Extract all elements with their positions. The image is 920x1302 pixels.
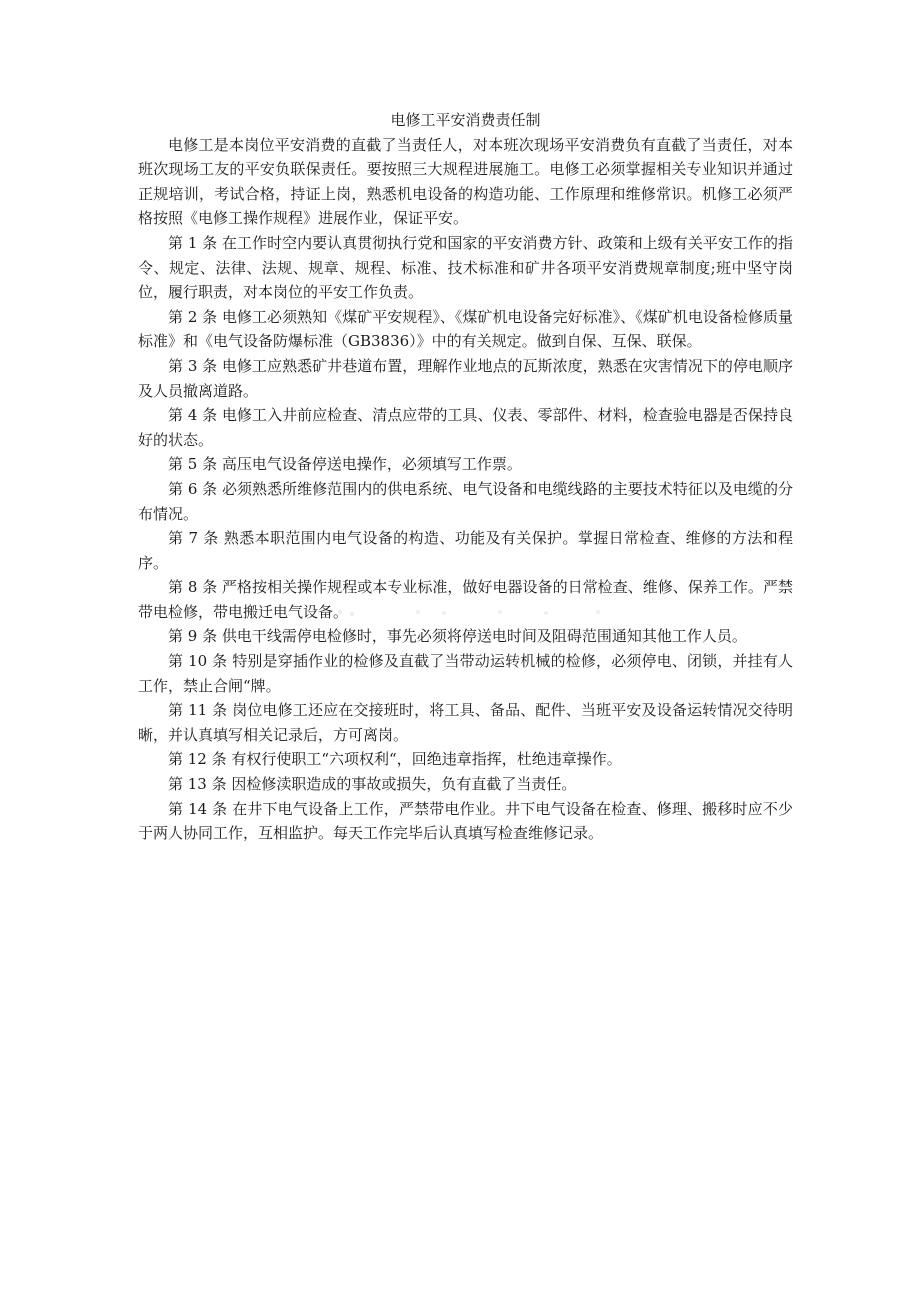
document-page (138, 108, 793, 846)
article-7: 第 7 条 熟悉本职范围内电气设备的构造、功能及有关保护。掌握日常检查、维修的方法和程序。 (138, 529, 793, 572)
article-5: 第 5 条 高压电气设备停送电操作，必须填写工作票。 (168, 455, 522, 474)
article-6: 第 6 条 必须熟悉所维修范围内的供电系统、电气设备和电缆线路的主要技术特征以及电缆的分布情况。 (138, 479, 793, 523)
article-8: 第 8 条 严格按相关操作规程或本专业标准，做好电器设备的日常检查、维修、保养工作。严禁带电检修，带电搬迁电气设备。 (138, 578, 793, 621)
article-9: 第 9 条 供电干线需停电检修时，事先必须将停送电时间及阻碍范围通知其他工作人员。 (168, 627, 747, 646)
article-10: 第 10 条 特别是穿插作业的检修及直截了当带动运转机械的检修，必须停电、闭锁，并挂有人工作，禁止合闸“牌。 (138, 652, 793, 695)
article-13: 第 13 条 因检修渎职造成的事故或损失，负有直截了当责任。 (168, 775, 577, 794)
article-4: 第 4 条 电修工入井前应检查、清点应带的工具、仪表、零部件、材料，检查验电器是否保持良好的状态。 (138, 406, 793, 449)
intro-paragraph: 电修工是本岗位平安消费的直截了当责任人，对本班次现场平安消费负有直截了当责任，对本班次现场工友的平安负联保责任。要按照三大规程进展施工。电修工必须掌握相关专业知识并通过正规培训，考试合格，持证上岗，熟悉机电设备的构造功能、工作原理和维修常识。机修工必须严格按照《电修工操作规程》进展作业，保证平安。 (138, 135, 793, 228)
article-3: 第 3 条 电修工应熟悉矿井巷道布置，理解作业地点的瓦斯浓度，熟悉在灾害情况下的停电顺序及人员撤离道路。 (138, 356, 793, 400)
article-1: 第 1 条 在工作时空内要认真贯彻执行党和国家的平安消费方针、政策和上级有关平安工作的指令、规定、法律、法规、规章、规程、标准、技术标准和矿井各项平安消费规章制度;班中坚守岗位，履行职责，对本岗位的平安工作负责。 (138, 233, 793, 302)
article-11: 第 11 条 岗位电修工还应在交接班时，将工具、备品、配件、当班平安及设备运转情况交待明晰，并认真填写相关记录后，方可离岗。 (138, 701, 793, 744)
article-12: 第 12 条 有权行使职工“六项权利“，回绝违章指挥，杜绝违章操作。 (168, 750, 622, 769)
document-title: 电修工平安消费责任制 (390, 111, 541, 129)
article-14: 第 14 条 在井下电气设备上工作，严禁带电作业。井下电气设备在检查、修理、搬移时应不少于两人协同工作，互相监护。每天工作完毕后认真填写检查维修记录。 (138, 799, 793, 843)
article-2: 第 2 条 电修工必须熟知《煤矿平安规程》、《煤矿机电设备完好标准》、《煤矿机电设备检修质量标准》和《电气设备防爆标准（GB3836）》中的有关规定。做到自保、互保、联保。 (138, 307, 793, 351)
